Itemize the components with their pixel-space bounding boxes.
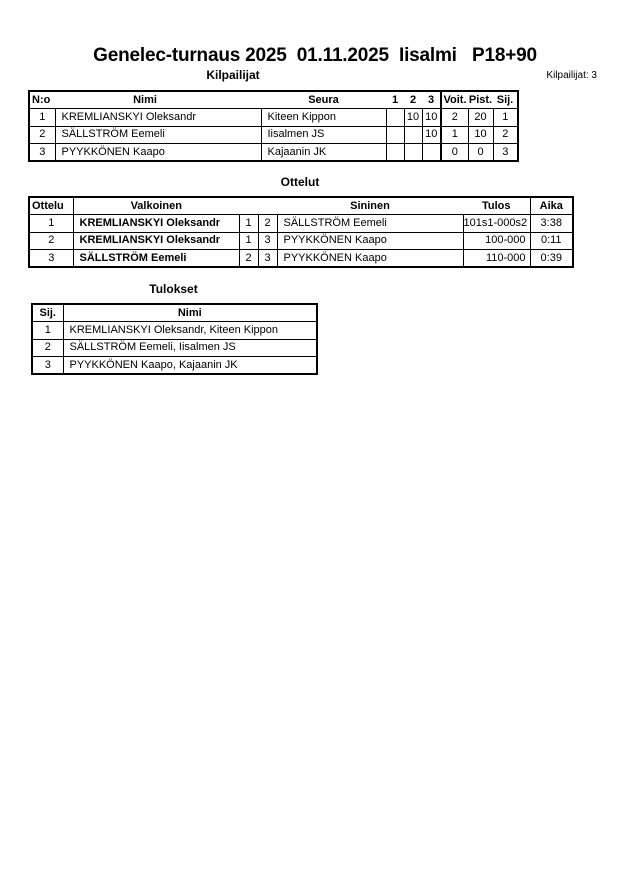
table-row	[29, 215, 573, 233]
cell-round1	[386, 144, 404, 162]
cell-tulos: 110-000	[463, 250, 530, 268]
col-header-round2: 2	[404, 91, 422, 109]
col-header-tulos: Tulos	[463, 197, 530, 215]
ottelut-header-row	[29, 197, 573, 215]
col-header-nimi: Nimi	[55, 91, 261, 109]
cell-round2	[404, 144, 422, 162]
col-header-ottelu: Ottelu	[29, 197, 73, 215]
cell-nimi: SÄLLSTRÖM Eemeli, Iisalmen JS	[63, 339, 317, 357]
col-header-blank	[258, 197, 277, 215]
competitor-count: Kilpailijat: 3	[546, 70, 597, 81]
cell-round3: 10	[422, 126, 441, 144]
cell-seura: Kiteen Kippon	[261, 109, 386, 127]
cell-ottelu: 2	[29, 232, 73, 250]
col-header-seura: Seura	[261, 91, 386, 109]
cell-valkoinen-no: 2	[239, 250, 258, 268]
col-header-sij: Sij.	[32, 304, 63, 322]
tulokset-header-row	[32, 304, 317, 322]
table-row	[29, 109, 518, 127]
cell-ottelu: 3	[29, 250, 73, 268]
section-label-ottelut: Ottelut	[280, 175, 320, 189]
cell-valkoinen: KREMLIANSKYI Oleksandr	[73, 215, 239, 233]
table-row	[29, 126, 518, 144]
cell-ottelu: 1	[29, 215, 73, 233]
cell-valkoinen: KREMLIANSKYI Oleksandr	[73, 232, 239, 250]
cell-round1	[386, 126, 404, 144]
table-row	[32, 357, 317, 375]
cell-sininen-no: 2	[258, 215, 277, 233]
kilpailijat-table	[28, 90, 519, 162]
cell-sininen: SÄLLSTRÖM Eemeli	[277, 215, 463, 233]
cell-voit: 0	[441, 144, 468, 162]
cell-aika: 0:39	[530, 250, 573, 268]
col-header-blank	[239, 197, 258, 215]
cell-pist: 20	[468, 109, 493, 127]
col-header-sininen: Sininen	[277, 197, 463, 215]
table-row	[32, 322, 317, 340]
cell-nimi: PYYKKÖNEN Kaapo, Kajaanin JK	[63, 357, 317, 375]
table-row	[29, 232, 573, 250]
cell-nimi: KREMLIANSKYI Oleksandr, Kiteen Kippon	[63, 322, 317, 340]
table-row	[29, 250, 573, 268]
cell-round3: 10	[422, 109, 441, 127]
cell-sij: 2	[32, 339, 63, 357]
cell-sininen: PYYKKÖNEN Kaapo	[277, 232, 463, 250]
cell-nimi: PYYKKÖNEN Kaapo	[55, 144, 261, 162]
col-header-no: N:o	[29, 91, 55, 109]
cell-aika: 3:38	[530, 215, 573, 233]
col-header-valkoinen: Valkoinen	[73, 197, 239, 215]
cell-sij: 2	[493, 126, 518, 144]
cell-valkoinen-no: 1	[239, 232, 258, 250]
section-label-kilpailijat: Kilpailijat	[206, 68, 260, 82]
col-header-pist: Pist.	[468, 91, 493, 109]
cell-sij: 1	[493, 109, 518, 127]
cell-tulos: 100-000	[463, 232, 530, 250]
cell-no: 1	[29, 109, 55, 127]
col-header-round3: 3	[422, 91, 441, 109]
cell-seura: Kajaanin JK	[261, 144, 386, 162]
cell-valkoinen: SÄLLSTRÖM Eemeli	[73, 250, 239, 268]
col-header-nimi: Nimi	[63, 304, 317, 322]
cell-sininen-no: 3	[258, 250, 277, 268]
cell-voit: 1	[441, 126, 468, 144]
cell-round1	[386, 109, 404, 127]
cell-round2	[404, 126, 422, 144]
cell-round3	[422, 144, 441, 162]
cell-sininen-no: 3	[258, 232, 277, 250]
cell-sij: 3	[32, 357, 63, 375]
cell-nimi: KREMLIANSKYI Oleksandr	[55, 109, 261, 127]
cell-voit: 2	[441, 109, 468, 127]
cell-nimi: SÄLLSTRÖM Eemeli	[55, 126, 261, 144]
cell-seura: Iisalmen JS	[261, 126, 386, 144]
section-label-tulokset: Tulokset	[149, 282, 198, 296]
cell-tulos: 101s1-000s2	[463, 215, 530, 233]
col-header-voit: Voit.	[441, 91, 468, 109]
kilpailijat-header-row	[29, 91, 518, 109]
cell-no: 3	[29, 144, 55, 162]
col-header-sij: Sij.	[493, 91, 518, 109]
cell-sininen: PYYKKÖNEN Kaapo	[277, 250, 463, 268]
cell-sij: 3	[493, 144, 518, 162]
ottelut-table	[28, 196, 574, 268]
cell-no: 2	[29, 126, 55, 144]
col-header-aika: Aika	[530, 197, 573, 215]
cell-pist: 10	[468, 126, 493, 144]
tulokset-table	[31, 303, 318, 375]
cell-valkoinen-no: 1	[239, 215, 258, 233]
table-row	[29, 144, 518, 162]
cell-aika: 0:11	[530, 232, 573, 250]
table-row	[32, 339, 317, 357]
cell-pist: 0	[468, 144, 493, 162]
cell-sij: 1	[32, 322, 63, 340]
page-title: Genelec-turnaus 2025 01.11.2025 Iisalmi P18+90	[93, 45, 537, 66]
cell-round2: 10	[404, 109, 422, 127]
col-header-round1: 1	[386, 91, 404, 109]
